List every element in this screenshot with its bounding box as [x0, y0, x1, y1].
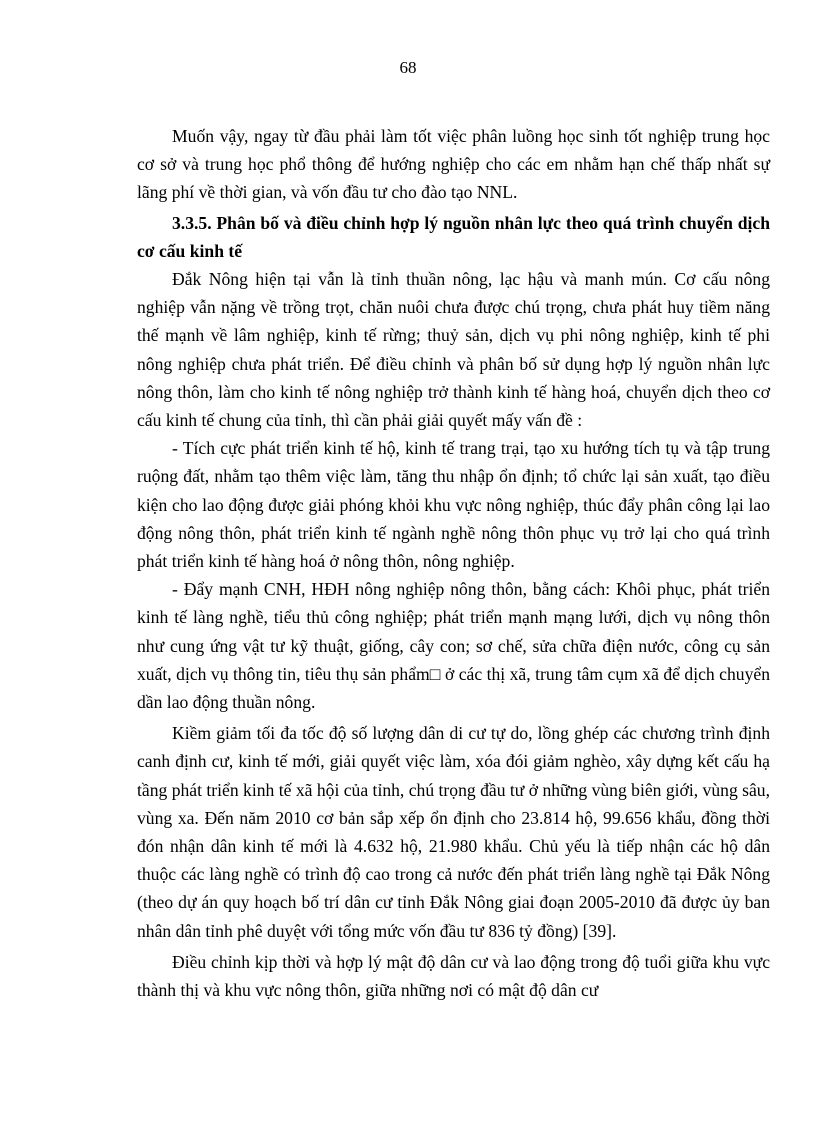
- paragraph-industrialization: - Đẩy mạnh CNH, HĐH nông nghiệp nông thôn, bằng cách: Khôi phục, phát triển kinh tế làng nghề, tiểu thủ công nghiệp; phát triển mạnh mạng lưới, dịch vụ nông thôn như cung ứng vật tư kỹ thuật, giống, cây con; sơ chế, sửa chữa điện nước, công cụ sản xuất, dịch vụ thông tin, tiêu thụ sản phẩm□ ở các thị xã, trung tâm cụm xã để dịch chuyển dần lao động thuần nông.: [137, 579, 770, 713]
- paragraph-population-density: Điều chỉnh kịp thời và hợp lý mật độ dân cư và lao động trong độ tuổi giữa khu vực thành thị và khu vực nông thôn, giữa những nơi có mật độ dân cư: [137, 951, 770, 1001]
- section-heading: 3.3.5. Phân bố và điều chỉnh hợp lý nguồn nhân lực theo quá trình chuyển dịch cơ cấu kinh tế: [137, 212, 770, 261]
- page-number: 68: [399, 58, 417, 77]
- paragraph-migration: Kiềm giảm tối đa tốc độ số lượng dân di cư tự do, lồng ghép các chương trình định canh định cư, kinh tế mới, giải quyết việc làm, xóa đói giảm nghèo, xây dựng kết cấu hạ tầng phát triển kinh tế xã hội của tỉnh, chú trọng đầu tư ở những vùng biên giới, vùng sâu, vùng xa. Đến năm 2010 cơ bản sắp xếp ổn định cho 23.814 hộ, 99.656 khẩu, đồng thời đón nhận dân kinh tế mới là 4.632 hộ, 21.980 khẩu. Chủ yếu là tiếp nhận các hộ dân thuộc các làng nghề có trình độ cao trong cả nước đến phát triển làng nghề tại Đắk Nông (theo dự án quy hoạch bố trí dân cư tỉnh Đắk Nông giai đoạn 2005-2010 đã được ủy ban nhân dân tỉnh phê duyệt với tổng mức vốn đầu tư 836 tỷ đồng) [39].: [137, 723, 770, 941]
- document-body: [137, 122, 770, 1004]
- paragraph-household-economy: - Tích cực phát triển kinh tế hộ, kinh tế trang trại, tạo xu hướng tích tụ và tập trung ruộng đất, nhằm tạo thêm việc làm, tăng thu nhập ổn định; tổ chức lại sản xuất, tạo điều kiện cho lao động được giải phóng khỏi khu vực nông nghiệp, thúc đẩy phân công lại lao động nông thôn, phát triển kinh tế ngành nghề nông thôn phục vụ trở lại cho quá trình phát triển kinh tế hàng hoá ở nông thôn, nông nghiệp.: [137, 438, 770, 572]
- intro-paragraph: Muốn vậy, ngay từ đầu phải làm tốt việc phân luồng học sinh tốt nghiệp trung học cơ sở và trung học phổ thông để hướng nghiệp cho các em nhằm hạn chế thấp nhất sự lãng phí về thời gian, và vốn đầu tư cho đào tạo NNL.: [137, 126, 770, 203]
- paragraph-province-overview: Đắk Nông hiện tại vẫn là tỉnh thuần nông, lạc hậu và manh mún. Cơ cấu nông nghiệp vẫn nặng về trồng trọt, chăn nuôi chưa được chú trọng, chưa phát huy tiềm năng thế mạnh về lâm nghiệp, kinh tế rừng; thuỷ sản, dịch vụ phi nông nghiệp, kinh tế phi nông nghiệp chưa phát triển. Để điều chỉnh và phân bố sử dụng hợp lý nguồn nhân lực nông thôn, làm cho kinh tế nông nghiệp trở thành kinh tế hàng hoá, chuyển dịch theo cơ cấu kinh tế chung của tỉnh, thì cần phải giải quyết mấy vấn đề :: [137, 269, 770, 431]
